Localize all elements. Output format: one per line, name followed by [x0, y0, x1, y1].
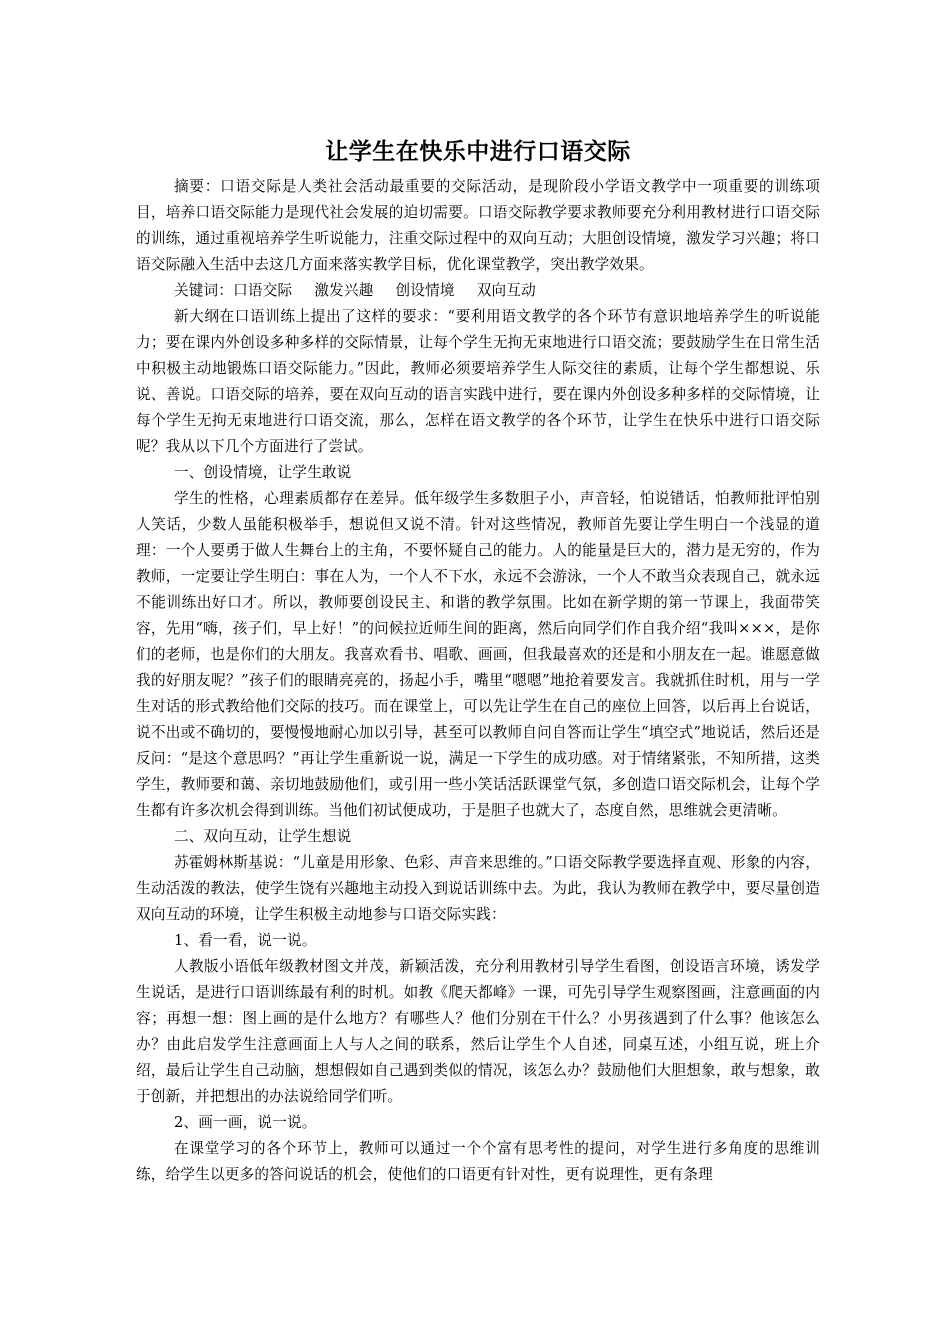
section-heading-2: 二、双向互动，让学生想说	[173, 828, 352, 845]
subsection-heading-1: 1、看一看，说一说。	[173, 932, 317, 949]
document-title: 让学生在快乐中进行口语交际	[325, 139, 631, 165]
document-body	[136, 130, 820, 1188]
intro-paragraph: 新大纲在口语训练上提出了这样的要求：“要利用语文教学的各个环节有意识地培养学生的听说能力；要在课内外创设多种多样的交际情景，让每个学生无拘无束地进行口语交流；要鼓励学生在日常生活中积极主动地锻炼口语交际能力。”因此，教师必须要培养学生人际交往的素质，让每个学生都想说、乐说、善说。口语交际的培养，要在双向互动的语言实践中进行，要在课内外创设多种多样的交际情境，让每个学生无拘无束地进行口语交流，那么，怎样在语文教学的各个环节，让学生在快乐中进行口语交际呢？我从以下几个方面进行了尝试。	[136, 308, 820, 455]
keywords-line	[136, 278, 820, 304]
subsection-1-paragraph: 人教版小语低年级教材图文并茂，新颖活泼，充分利用教材引导学生看图，创设语言环境，诱发学生说话，是进行口语训练最有利的时机。如教《爬天都峰》一课，可先引导学生观察图画，注意画面的内容；再想一想：图上画的是什么地方？有哪些人？他们分别在干什么？小男孩遇到了什么事？他该怎么办？由此启发学生注意画面上人与人之间的联系，然后让学生个人自述，同桌互述，小组互说，班上介绍，最后让学生自己动脑，想想假如自己遇到类似的情况，该怎么办？鼓励他们大胆想象，敢与想象，敢于创新，并把想出的办法说给同学们听。	[136, 958, 820, 1105]
keyword: 创设情境	[395, 282, 455, 299]
keyword: 口语交际	[233, 282, 293, 299]
keyword: 激发兴趣	[314, 282, 374, 299]
subsection-heading-2: 2、画一画，说一说。	[173, 1114, 317, 1131]
keyword: 双向互动	[476, 282, 536, 299]
section-2-paragraph: 苏霍姆林斯基说：“儿童是用形象、色彩、声音来思维的。”口语交际教学要选择直观、形象的内容，生动活泼的教法，使学生饶有兴趣地主动投入到说话训练中去。为此，我认为教师在教学中，要尽量创造双向互动的环境，让学生积极主动地参与口语交际实践：	[136, 854, 820, 923]
subsection-2-paragraph: 在课堂学习的各个环节上，教师可以通过一个个富有思考性的提问，对学生进行多角度的思维训练，给学生以更多的答问说话的机会，使他们的口语更有针对性，更有说理性，更有条理	[136, 1140, 820, 1183]
section-heading-1: 一、创设情境，让学生敢说	[173, 464, 352, 481]
abstract-paragraph: 摘要：口语交际是人类社会活动最重要的交际活动，是现阶段小学语文教学中一项重要的训练项目，培养口语交际能力是现代社会发展的迫切需要。口语交际教学要求教师要充分利用教材进行口语交际的训练，通过重视培养学生听说能力，注重交际过程中的双向互动；大胆创设情境，激发学习兴趣；将口语交际融入生活中去这几方面来落实教学目标，优化课堂教学，突出教学效果。	[136, 178, 820, 273]
section-1-paragraph: 学生的性格，心理素质都存在差异。低年级学生多数胆子小，声音轻，怕说错话，怕教师批评怕别人笑话，少数人虽能积极举手，想说但又说不清。针对这些情况，教师首先要让学生明白一个浅显的道理：一个人要勇于做人生舞台上的主角，不要怀疑自己的能力。人的能量是巨大的，潜力是无穷的，作为教师，一定要让学生明白：事在人为，一个人不下水，永远不会游泳，一个人不敢当众表现自己，就永远不能训练出好口才。所以，教师要创设民主、和谐的教学氛围。比如在新学期的第一节课上，我面带笑容，先用“嗨，孩子们，早上好！”的问候拉近师生间的距离，然后向同学们作自我介绍“我叫×××，是你们的老师，也是你们的大朋友。我喜欢看书、唱歌、画画，但我最喜欢的还是和小朋友在一起。谁愿意做我的好朋友呢？”孩子们的眼睛亮亮的，扬起小手，嘴里“嗯嗯”地抢着要发言。我就抓住时机，用与一学生对话的形式教给他们交际的技巧。而在课堂上，可以先让学生在自己的座位上回答，以后再上台说话，说不出或不确切的，要慢慢地耐心加以引导，甚至可以教师自问自答而让学生“填空式”地说话，然后还是反问：“是这个意思吗？”再让学生重新说一说，满足一下学生的成功感。对于情绪紧张，不知所措，这类学生，教师要和蔼、亲切地鼓励他们，或引用一些小笑话活跃课堂气氛，多创造口语交际机会，让每个学生都有许多次机会得到训练。当他们初试便成功，于是胆子也就大了，态度自然，思维就会更清晰。	[136, 490, 820, 819]
keywords-label: 关键词：	[173, 282, 234, 299]
